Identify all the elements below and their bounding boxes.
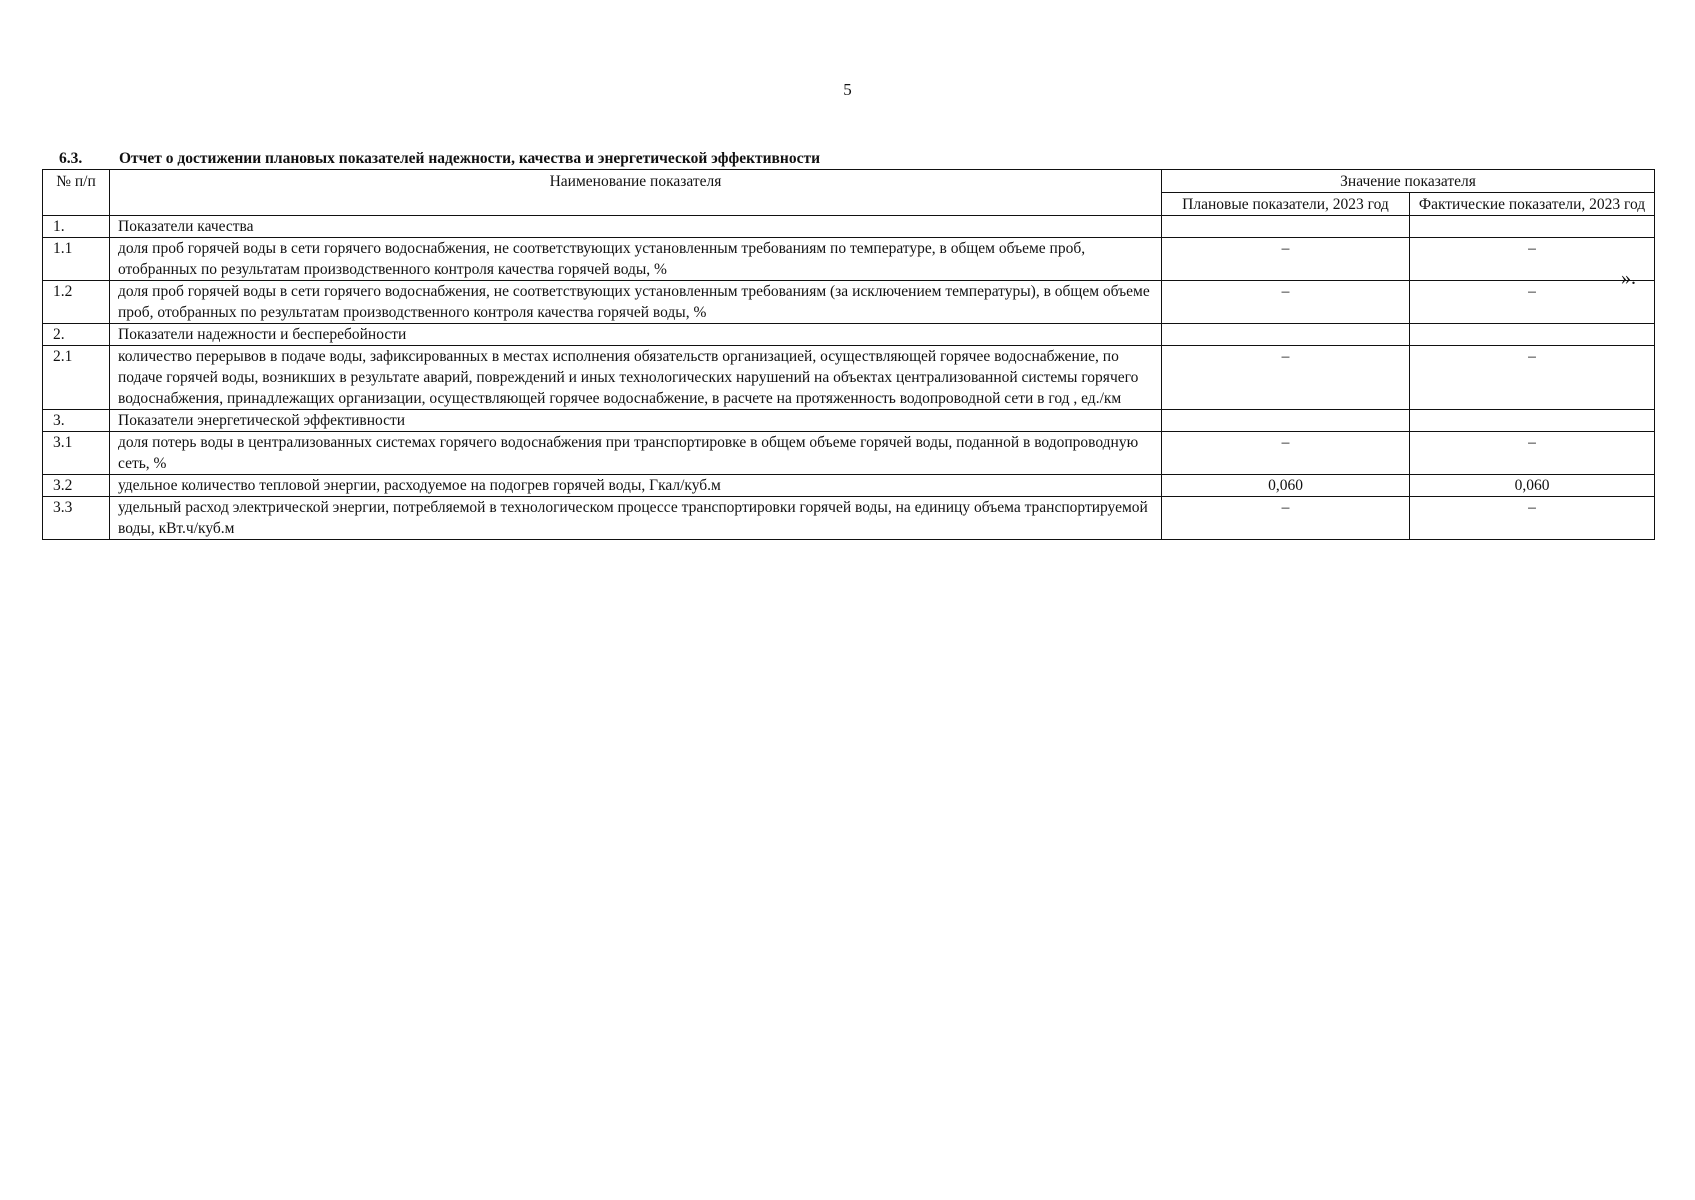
row-name: Показатели качества	[110, 216, 1162, 238]
header-name: Наименование показателя	[110, 170, 1162, 216]
header-value-group: Значение показателя	[1162, 170, 1655, 193]
table-row	[43, 346, 1655, 410]
row-number: 2.1	[43, 346, 110, 410]
row-number: 3.1	[43, 432, 110, 475]
row-plan-value: –	[1162, 281, 1410, 324]
table-row	[43, 324, 1655, 346]
row-fact-value	[1410, 324, 1655, 346]
row-fact-value: –	[1410, 238, 1655, 281]
row-fact-value: 0,060	[1410, 475, 1655, 497]
table-row	[43, 238, 1655, 281]
row-fact-value: –	[1410, 497, 1655, 540]
table-row	[43, 216, 1655, 238]
row-name: доля потерь воды в централизованных системах горячего водоснабжения при транспортировке в общем объеме горячей воды, поданной в водопроводную сеть, %	[110, 432, 1162, 475]
row-plan-value	[1162, 324, 1410, 346]
header-plan: Плановые показатели, 2023 год	[1162, 193, 1410, 216]
section-number: 6.3.	[59, 150, 83, 167]
row-name: количество перерывов в подаче воды, зафиксированных в местах исполнения обязательств организацией, осуществляющей горячее водоснабжение, по подаче горячей воды, возникших в результате аварий, повреждений и иных технологических нарушений на объектах централизованной системы горячего водоснабжения, принадлежащих организации, осуществляющей горячее водоснабжение, в расчете на протяженность водопроводной сети в год , ед./км	[110, 346, 1162, 410]
table-row	[43, 497, 1655, 540]
row-number: 3.	[43, 410, 110, 432]
row-plan-value	[1162, 216, 1410, 238]
row-name: удельное количество тепловой энергии, расходуемое на подогрев горячей воды, Гкал/куб.м	[110, 475, 1162, 497]
section-title: Отчет о достижении плановых показателей надежности, качества и энергетической эффективности	[119, 150, 821, 167]
header-fact: Фактические показатели, 2023 год	[1410, 193, 1655, 216]
row-plan-value: 0,060	[1162, 475, 1410, 497]
table-row	[43, 475, 1655, 497]
row-plan-value: –	[1162, 432, 1410, 475]
row-number: 3.3	[43, 497, 110, 540]
row-plan-value: –	[1162, 238, 1410, 281]
row-plan-value: –	[1162, 497, 1410, 540]
table-row	[43, 281, 1655, 324]
table-row	[43, 432, 1655, 475]
row-fact-value	[1410, 216, 1655, 238]
row-name: доля проб горячей воды в сети горячего водоснабжения, не соответствующих установленным требованиям по температуре, в общем объеме проб, отобранных по результатам производственного контроля качества горячей воды, %	[110, 238, 1162, 281]
row-fact-value	[1410, 410, 1655, 432]
section-heading	[59, 150, 820, 168]
row-plan-value	[1162, 410, 1410, 432]
row-number: 3.2	[43, 475, 110, 497]
table-row	[43, 410, 1655, 432]
indicators-table	[42, 169, 1655, 540]
row-number: 1.1	[43, 238, 110, 281]
row-fact-value: –	[1410, 281, 1655, 324]
row-number: 1.2	[43, 281, 110, 324]
row-name: доля проб горячей воды в сети горячего водоснабжения, не соответствующих установленным требованиям (за исключением температуры), в общем объеме проб, отобранных по результатам производственного контроля качества горячей воды, %	[110, 281, 1162, 324]
row-name: Показатели энергетической эффективности	[110, 410, 1162, 432]
row-fact-value: –	[1410, 432, 1655, 475]
row-name: Показатели надежности и бесперебойности	[110, 324, 1162, 346]
page-number: 5	[843, 80, 852, 99]
row-number: 2.	[43, 324, 110, 346]
row-plan-value: –	[1162, 346, 1410, 410]
closing-quote: ».	[1621, 267, 1636, 289]
row-number: 1.	[43, 216, 110, 238]
header-num: № п/п	[43, 170, 110, 216]
row-fact-value: –	[1410, 346, 1655, 410]
row-name: удельный расход электрической энергии, потребляемой в технологическом процессе транспортировки горячей воды, на единицу объема транспортируемой воды, кВт.ч/куб.м	[110, 497, 1162, 540]
